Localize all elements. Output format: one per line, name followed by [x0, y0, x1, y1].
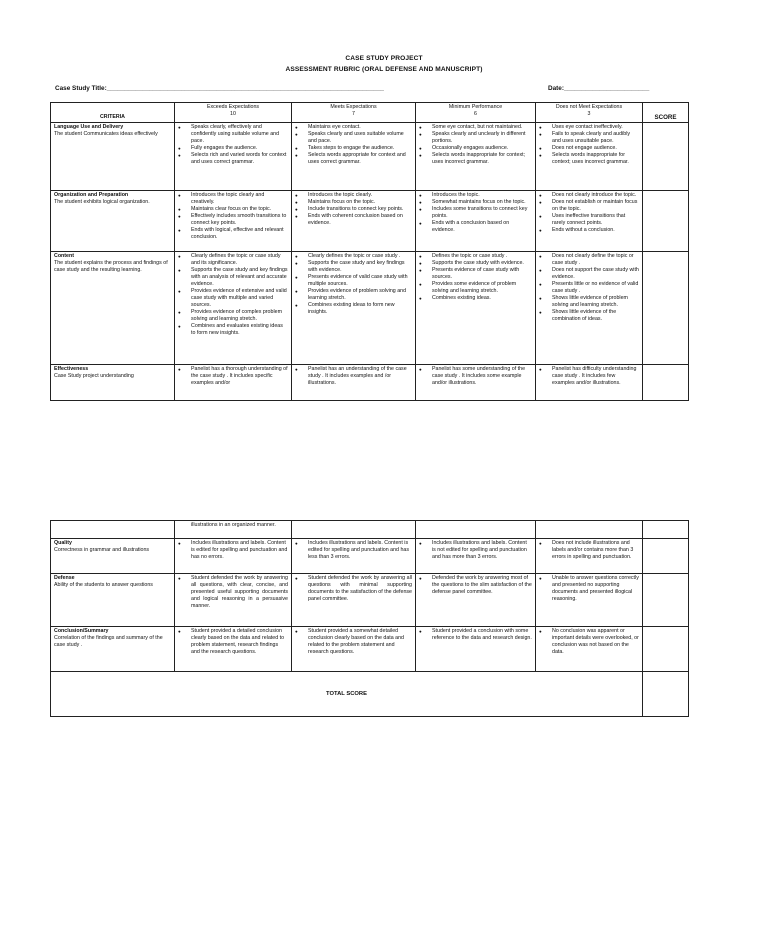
- list-item: ● Panelist has a thorough understanding of the case study . It includes specific examples and/or: [178, 366, 288, 387]
- level-header-exceeds: [175, 103, 292, 123]
- rubric-cell: [536, 191, 643, 252]
- score-cell[interactable]: [643, 521, 689, 539]
- rubric-cell: [536, 627, 643, 672]
- list-item: ● Introduces the topic clearly and creatively.: [178, 192, 288, 206]
- rubric-cell: [536, 521, 643, 539]
- list-item: ● Presents evidence of case study with sources.: [419, 267, 532, 281]
- level-header-meets: [292, 103, 416, 123]
- score-header: SCORE: [643, 103, 689, 123]
- level-name: Minimum Performance: [448, 104, 503, 110]
- score-cell[interactable]: [643, 627, 689, 672]
- criteria-name: Effectiveness: [54, 366, 89, 372]
- list-item: ● Panelist has difficulty understanding case study . It includes few examples and/or illustrations.: [539, 366, 639, 387]
- list-item: ● Ends with logical, effective and relevant conclusion.: [178, 227, 288, 241]
- rubric-cell: [292, 123, 416, 191]
- list-item: ● Provides some evidence of problem solving and learning stretch.: [419, 281, 532, 295]
- rubric-cell: [536, 365, 643, 401]
- list-item: ● Maintains eye contact.: [295, 124, 412, 131]
- list-item: ● Does not support the case study with evidence.: [539, 267, 639, 281]
- rubric-cell: [292, 191, 416, 252]
- criteria-cell: [51, 123, 175, 191]
- rubric-cell: [536, 539, 643, 574]
- list-item: ● Selects words appropriate for context and uses correct grammar.: [295, 152, 412, 166]
- list-item: ● Student provided a detailed conclusion clearly based on the data and related to problem statement, research findings and the research questions.: [178, 628, 288, 656]
- score-cell[interactable]: [643, 365, 689, 401]
- list-item: ● Effectively includes smooth transitions to connect key points.: [178, 213, 288, 227]
- criteria-name: Defense: [54, 575, 75, 581]
- list-item: ● Presents evidence of valid case study with multiple sources.: [295, 274, 412, 288]
- list-item: ● Includes illustrations and labels. Content is edited for spelling and punctuation and has less than 3 errors.: [295, 540, 412, 561]
- criteria-name: Content: [54, 253, 75, 259]
- criteria-cell: [51, 539, 175, 574]
- list-item: ● Selects words inappropriate for context; uses incorrect grammar.: [539, 152, 639, 166]
- list-item: ● Occasionally engages audience.: [419, 145, 532, 152]
- rubric-table-page-1: [50, 102, 689, 401]
- list-item: ● Introduces the topic clearly.: [295, 192, 412, 199]
- criteria-description: Case Study project understanding: [54, 373, 134, 379]
- list-item: ● Speaks clearly and unclearly in different portions.: [419, 131, 532, 145]
- criteria-name: Quality: [54, 540, 72, 546]
- level-name: Does not Meet Expectations: [555, 104, 623, 110]
- list-item: ● Shows little evidence of the combination of ideas.: [539, 309, 639, 323]
- rubric-cell: [175, 574, 292, 627]
- rubric-cell: [416, 252, 536, 365]
- rubric-cell: [416, 123, 536, 191]
- rubric-header-row: [51, 103, 689, 123]
- list-item: ● Selects rich and varied words for context and uses correct grammar.: [178, 152, 288, 166]
- criteria-description: The student Communicates ideas effectively: [54, 131, 158, 137]
- list-item: ● Panelist has some understanding of the case study . It includes some example and/or illustrations.: [419, 366, 532, 387]
- table-row: [51, 574, 689, 627]
- list-item: ● Ends with coherent conclusion based on evidence.: [295, 213, 412, 227]
- list-item: ● Clearly defines the topic or case study and its significance.: [178, 253, 288, 267]
- rubric-cell: [292, 539, 416, 574]
- rubric-cell: [416, 627, 536, 672]
- list-item: ● No conclusion was apparent or important details were overlooked, or conclusion was not based on the data.: [539, 628, 639, 656]
- list-item: ● Selects words inappropriate for context; uses incorrect grammar.: [419, 152, 532, 166]
- rubric-cell: [175, 539, 292, 574]
- list-item: ● Takes steps to engage the audience.: [295, 145, 412, 152]
- criteria-description: Correlation of the findings and summary of the case study .: [54, 635, 163, 648]
- rubric-cell: [536, 252, 643, 365]
- criteria-name: Organization and Preparation: [54, 192, 129, 198]
- rubric-cell: [536, 574, 643, 627]
- level-points: 3: [587, 111, 591, 117]
- list-item: ● Unable to answer questions correctly and presented no supporting documents and presented illogical reasoning.: [539, 575, 639, 603]
- list-item: ● Combines existing ideas to form new insights.: [295, 302, 412, 316]
- list-item: ● Student provided a somewhat detailed conclusion clearly based on the data and related to the problem statement and research questions.: [295, 628, 412, 656]
- list-item: ● Shows little evidence of problem solving and learning stretch.: [539, 295, 639, 309]
- list-item: ● Does not clearly introduce the topic.: [539, 192, 639, 199]
- criteria-cell: [51, 365, 175, 401]
- list-item: ● Include transitions to connect key points.: [295, 206, 412, 213]
- rubric-cell: [416, 521, 536, 539]
- criteria-header: CRITERIA: [51, 103, 175, 123]
- list-item: ● Uses eye contact ineffectively.: [539, 124, 639, 131]
- list-item: ● Does not include illustrations and labels and/or contains more than 3 errors in spelling and punctuation.: [539, 540, 639, 561]
- score-cell[interactable]: [643, 539, 689, 574]
- level-header-does-not-meet: [536, 103, 643, 123]
- list-item: ● Fails to speak clearly and audibly and uses unsuitable pace.: [539, 131, 639, 145]
- date-field[interactable]: Date:________________________: [548, 85, 650, 92]
- rubric-cell: [175, 365, 292, 401]
- list-item: ● Provides evidence of problem solving and learning stretch.: [295, 288, 412, 302]
- list-item: ● Does not establish or maintain focus on the topic.: [539, 199, 639, 213]
- list-item: ● Defended the work by answering most of the questions to the slim satisfaction of the defense panel committee.: [419, 575, 532, 596]
- rubric-cell: [416, 539, 536, 574]
- criteria-description: The student explains the process and findings of case study and the resulting learning.: [54, 260, 168, 273]
- criteria-cell: [51, 627, 175, 672]
- list-item: ● Speaks clearly and uses suitable volume and pace.: [295, 131, 412, 145]
- criteria-description: The student exhibits logical organization.: [54, 199, 150, 205]
- list-item: ● Provides evidence of extensive and valid case study with multiple and varied sources.: [178, 288, 288, 309]
- rubric-cell: [416, 574, 536, 627]
- rubric-cell: [292, 627, 416, 672]
- list-item: ● Does not engage audience.: [539, 145, 639, 152]
- score-cell[interactable]: [643, 123, 689, 191]
- total-score-label: TOTAL SCORE: [51, 672, 643, 717]
- rubric-cell: [416, 365, 536, 401]
- list-item: ● Provides evidence of complex problem solving and learning stretch.: [178, 309, 288, 323]
- level-points: 10: [230, 111, 236, 117]
- rubric-cell: [175, 252, 292, 365]
- total-score-row: [51, 672, 689, 717]
- list-item: ● Supports the case study with evidence.: [419, 260, 532, 267]
- list-item: ● Student defended the work by answering all questions, with clear, concise, and presented useful supporting documents and logical reasoning in a persuasive manner.: [178, 575, 288, 610]
- list-item: ● Combines and evaluates existing ideas to form new insights.: [178, 323, 288, 337]
- list-item: ● Clearly defines the topic or case study .: [295, 253, 412, 260]
- table-row: [51, 191, 689, 252]
- criteria-description: Correctness in grammar and illustrations: [54, 547, 150, 553]
- criteria-name: Conclusion/Summary: [54, 628, 109, 634]
- list-item: ● Includes illustrations and labels. Content is not edited for spelling and punctuation and has more than 3 errors.: [419, 540, 532, 561]
- list-item: ● Includes some transitions to connect key points.: [419, 206, 532, 220]
- table-row: [51, 521, 689, 539]
- level-name: Meets Expectations: [330, 104, 377, 110]
- table-row: [51, 539, 689, 574]
- list-item: ● Somewhat maintains focus on the topic.: [419, 199, 532, 206]
- list-item: ● Introduces the topic.: [419, 192, 532, 199]
- criteria-cell: [51, 574, 175, 627]
- table-row: [51, 627, 689, 672]
- list-item: ● Maintains focus on the topic.: [295, 199, 412, 206]
- total-score-cell[interactable]: [643, 672, 689, 717]
- list-item: ● Supports the case study and key findings with an analysis of relevant and accurate evidence.: [178, 267, 288, 288]
- level-points: 7: [352, 111, 355, 117]
- list-item: ● Uses ineffective transitions that rarely connect points.: [539, 213, 639, 227]
- criteria-cell: [51, 521, 175, 539]
- list-item: ● Student provided a conclusion with some reference to the data and research design.: [419, 628, 532, 642]
- rubric-cell: [292, 365, 416, 401]
- rubric-table-page-2: [50, 520, 689, 717]
- list-item: ● Supports the case study and key findings with evidence.: [295, 260, 412, 274]
- list-item: ● Student defended the work by answering all questions with minimal supporting documents to the satisfaction of the defense panel committee.: [295, 575, 412, 603]
- criteria-cell: [51, 252, 175, 365]
- table-row: [51, 365, 689, 401]
- rubric-cell: [175, 123, 292, 191]
- list-item: ● Does not clearly define the topic or case study .: [539, 253, 639, 267]
- list-item: ● Maintains clear focus on the topic.: [178, 206, 288, 213]
- list-item: ● Combines existing ideas.: [419, 295, 532, 302]
- list-item: ● Panelist has an understanding of the case study . It includes examples and /or illustrations.: [295, 366, 412, 387]
- list-item: ● Defines the topic or case study .: [419, 253, 532, 260]
- document-subtitle: ASSESSMENT RUBRIC (ORAL DEFENSE AND MANUSCRIPT): [285, 66, 483, 73]
- table-row: [51, 252, 689, 365]
- level-header-minimum: [416, 103, 536, 123]
- score-cell[interactable]: [643, 191, 689, 252]
- list-item: ● Ends with a conclusion based on evidence.: [419, 220, 532, 234]
- document-title: CASE STUDY PROJECT: [345, 55, 423, 62]
- list-item: ● Speaks clearly, effectively and confidently using suitable volume and pace.: [178, 124, 288, 145]
- rubric-cell: [292, 521, 416, 539]
- list-item: ● Fully engages the audience.: [178, 145, 288, 152]
- table-row: [51, 123, 689, 191]
- rubric-cell: [292, 252, 416, 365]
- score-cell[interactable]: [643, 252, 689, 365]
- list-item: ● Ends without a conclusion.: [539, 227, 639, 234]
- list-item: ● Includes illustrations and labels. Content is edited for spelling and punctuation and has no errors.: [178, 540, 288, 561]
- continued-text: illustrations in an organized manner.: [191, 522, 276, 528]
- rubric-cell: [175, 521, 292, 539]
- case-study-title-field[interactable]: Case Study Title:______________________________________________________________________________: [55, 85, 384, 92]
- rubric-cell: [292, 574, 416, 627]
- criteria-name: Language Use and Delivery: [54, 124, 124, 130]
- rubric-cell: [416, 191, 536, 252]
- level-points: 6: [474, 111, 477, 117]
- score-cell[interactable]: [643, 574, 689, 627]
- level-name: Exceeds Expectations: [206, 104, 260, 110]
- rubric-cell: [175, 191, 292, 252]
- criteria-description: Ability of the students to answer questions: [54, 582, 153, 588]
- rubric-cell: [175, 627, 292, 672]
- list-item: ● Presents little or no evidence of valid case study .: [539, 281, 639, 295]
- rubric-cell: [536, 123, 643, 191]
- criteria-cell: [51, 191, 175, 252]
- list-item: ● Some eye contact, but not maintained.: [419, 124, 532, 131]
